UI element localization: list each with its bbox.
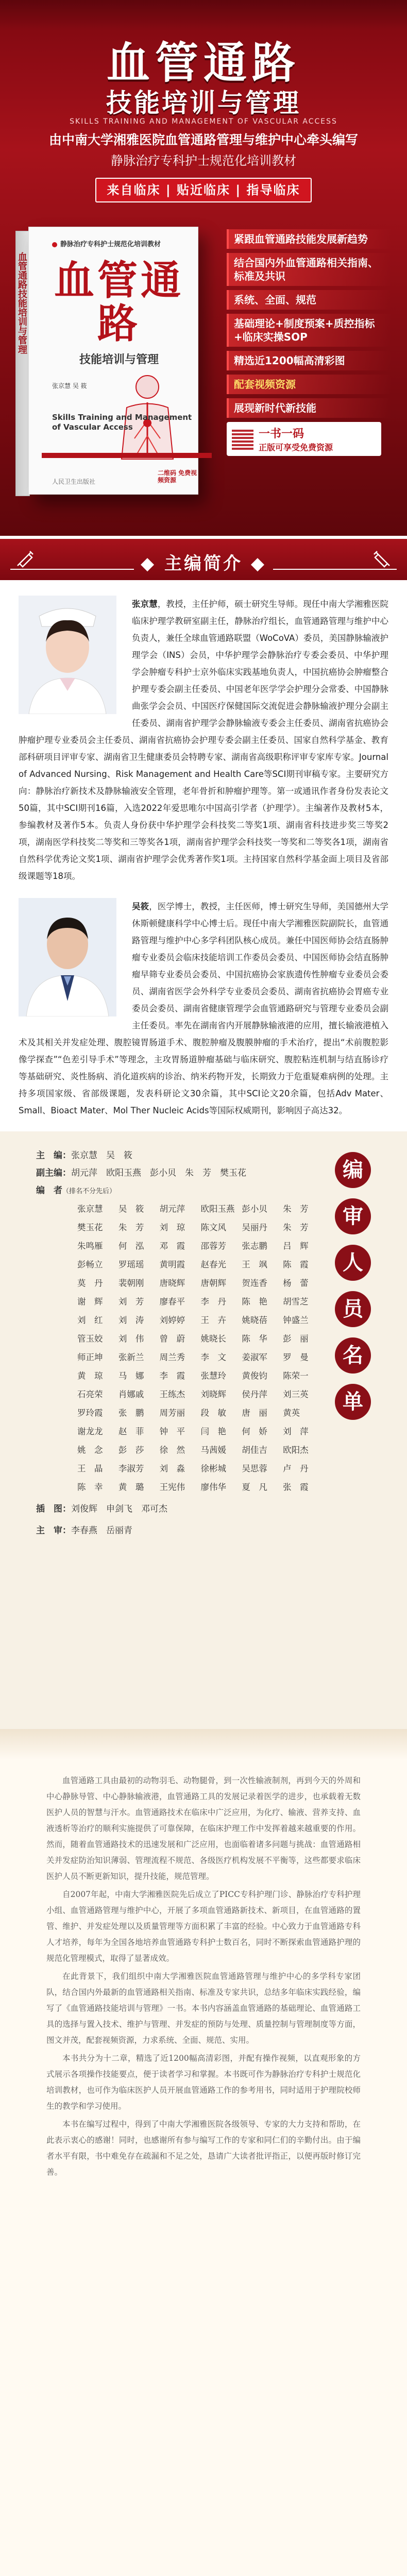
- editor-name: 姜淑军: [242, 1352, 267, 1362]
- editor-name: 马 娜: [118, 1371, 144, 1381]
- author-bio-text: ，教授，主任护师，硕士研究生导师。现任中南大学湘雅医院临床护理学教研室副主任，静脉治疗组长，血管通路管理与维护中心负责人，兼任全球血管通路联盟（WoCoVA）委员，美国静脉输液护理学会（INS）会员，中华护理学会静脉治疗专委会委员、中华护理学会肿瘤专科护士京外临床实践基地负责人，中国抗癌协会肿瘤整合护理专委会副主任委员、中国老年医学学会护理分会常委、中国静脉曲张学会会员、中国医疗保健国际交流促进会静脉输液护理分会副主任委员、湖南省护理学会静脉输液专委会主任委员、湖南省抗癌协会肿瘤护理专业委员会主任委员、湖南省抗癌协会护理专委会副主任委员、国家自然科学基金、教育部科研项目评审专家、湖南省卫生健康委员会特聘专家、湖南省高级职称评审专家库专家。Journal of Advanced Nursing、Risk Management and Health Care等SCI期刊审稿专家。主要研究方向：静脉治疗新技术及静脉输液安全管理，老年骨折和肿瘤护理等。第一或通讯作者身份发表论文50篇，其中SCI期刊16篇，入选2022年爱思唯尔中国高引学者（护理学）。主编著作及教材5本，参编教材及著作5本。负责人身份获中华护理学会科技奖二等奖1项、湖南省科技进步奖三等奖2项，湖南医学科技奖二等奖和三等奖各1项，湖南省护理学会科技奖一等奖和二等奖各1项，湖南省自然科学优秀论文奖1项、湖南省护理学会优秀著作奖1项。主持国家自然科学基金面上项目及省部级课题等18项。: [19, 599, 389, 881]
- vertical-title-char: 单: [335, 1384, 371, 1420]
- foreword-paragraph: 本书在编写过程中，得到了中南大学湘雅医院各级领导、专家的大力支持和帮助，在此表示衷心的感谢！同时，也感谢所有参与编写工作的专家和同仁们的辛勤付出。由于编者水平有限，书中难免存在疏漏和不足之处，恳请广大读者批评指正，以便再版时修订完善。: [46, 2120, 361, 2177]
- editor-name: 刘 萍: [283, 1427, 309, 1436]
- book-english-title: Skills Training and Management of Vascular Access: [52, 413, 192, 432]
- members-note: （排名不分先后）: [62, 1188, 116, 1195]
- editor-name: 彭小贝: [242, 1204, 267, 1214]
- editor-name: 陈 艳: [242, 1297, 267, 1307]
- editor-name: 吴思蓉: [242, 1464, 267, 1473]
- editor-name: 唐晓辉: [159, 1278, 185, 1288]
- editor-name: 黄俊钧: [242, 1371, 267, 1381]
- foreword-paragraph: 血管通路工具由最初的动物羽毛、动物腿骨，到一次性输液制剂，再到今天的外周和中心静脉导管、中心静脉输液港，血管通路工具的发展记录着医学的进步，也承载着无数医护人员的智慧与汗水。血管通路技术在临床中广泛应用，为化疗、输液、营养支持、血液透析等治疗的顺利实施提供了可靠保障，在临床护理工作中发挥着越来越重要的作用。然而，随着血管通路技术的迅速发展和广泛应用，也面临着诸多问题与挑战：血管通路相关并发症防治知识薄弱、管理流程不规范、各级医疗机构发展不平衡等，这些都要求临床医护人员不断更新知识，提升技能，规范管理。: [46, 1776, 361, 1881]
- book-qr-badge: 二维码 免费视频资源: [158, 469, 197, 484]
- editor-name: 赵 菲: [118, 1427, 144, 1436]
- editor-name: 李 霞: [159, 1371, 185, 1381]
- qr-code-icon: [232, 428, 253, 450]
- book-cover-image: [15, 227, 211, 515]
- editor-name: 黄明霞: [159, 1260, 185, 1269]
- feature-list: [227, 229, 392, 456]
- foreword-section: [0, 1729, 407, 2576]
- editor-name: 胡雪芝: [283, 1297, 309, 1307]
- book-series-text: 静脉治疗专科护士规范化培训教材: [60, 241, 161, 248]
- editor-name: 石亮荣: [77, 1389, 103, 1399]
- editor-name: 刘三英: [283, 1389, 309, 1399]
- editor-name: 陈荣一: [283, 1371, 309, 1381]
- editor-name: 周芳丽: [159, 1408, 185, 1418]
- feature-item: 展现新时代新技能: [227, 398, 392, 418]
- book-spine-text: 血管通路技能培训与管理: [16, 252, 27, 354]
- hero-tags-bar: 来自临床 | 贴近临床 | 指导临床: [95, 178, 312, 202]
- editor-name: 邓 霞: [159, 1241, 185, 1251]
- feature-item: 基础理论+制度预案+质控指标+临床实操SOP: [227, 314, 392, 347]
- editor-name: 师正坤: [77, 1352, 103, 1362]
- editor-name: 周兰秀: [159, 1352, 185, 1362]
- hero-top-decoration: [0, 0, 407, 31]
- feature-item: 配套视频资源: [227, 375, 392, 394]
- editor-name: 何 泓: [118, 1241, 144, 1251]
- editor-name: 黄 琼: [77, 1371, 103, 1381]
- vertical-title-char: 审: [335, 1198, 371, 1234]
- editor-name: 欧阳玉燕: [200, 1204, 235, 1214]
- foreword-decoration: [0, 1729, 407, 1760]
- editor-name: 曾 蔚: [159, 1334, 185, 1344]
- editor-name: 胡佳吉: [242, 1445, 267, 1455]
- editor-name: 闫 艳: [200, 1427, 226, 1436]
- book-stripe: [42, 453, 212, 458]
- editor-name: 张 鹏: [118, 1408, 144, 1418]
- editor-name: 管玉姣: [77, 1334, 103, 1344]
- editor-name: 朱 芳: [283, 1204, 309, 1214]
- editor-name: 马茜媛: [200, 1445, 226, 1455]
- editor-name: 刘 芳: [118, 1297, 144, 1307]
- chief-value: 张京慧 吴 筱: [71, 1150, 132, 1161]
- editor-name: 刘 琼: [159, 1223, 185, 1232]
- chief-editors: [36, 1147, 322, 1164]
- members-heading: [36, 1182, 322, 1200]
- feature-item: 结合国内外血管通路相关指南、标准及共识: [227, 253, 392, 286]
- book-spine: [15, 231, 30, 496]
- authors-section-title: ◆ 主编简介 ◆: [141, 553, 266, 574]
- editor-name: 李淑芳: [118, 1464, 144, 1473]
- editor-name: 罗瑶瑶: [118, 1260, 144, 1269]
- author-profile: [19, 596, 388, 885]
- editor-name: 张新兰: [118, 1352, 144, 1362]
- vertical-title-char: 编: [335, 1152, 371, 1188]
- editor-name: 李 丹: [200, 1297, 226, 1307]
- deputy-editors: [36, 1164, 322, 1182]
- reviewer-value: 李春燕 岳丽青: [71, 1526, 132, 1536]
- feature-item: 系统、全面、规范: [227, 290, 392, 310]
- editor-name: 陈 幸: [77, 1482, 103, 1492]
- foreword-body: [46, 1773, 361, 2182]
- editor-name: 胡元萍: [159, 1204, 185, 1214]
- hero-subtitle: 技能培训与管理: [106, 88, 301, 118]
- editor-name: 张京慧: [77, 1204, 103, 1214]
- editor-name: 肖娜戚: [118, 1389, 144, 1399]
- nurse-portrait-icon: [19, 596, 116, 714]
- editor-name: 廖伟华: [200, 1482, 226, 1492]
- editor-name: 徐彬城: [200, 1464, 226, 1473]
- editor-name: 姚晓长: [200, 1334, 226, 1344]
- doctor-portrait-icon: [19, 898, 116, 1016]
- editor-name: 张慧玲: [200, 1371, 226, 1381]
- author-name: 吴筱: [132, 902, 149, 911]
- editors-vertical-title: [335, 1152, 375, 1430]
- qr-line-2: 正版可享受免费资源: [259, 443, 333, 452]
- editor-name: 李 文: [200, 1352, 226, 1362]
- editor-name: 陈 华: [242, 1334, 267, 1344]
- editor-name: 刘婷婷: [159, 1315, 185, 1325]
- qr-code-banner: [227, 422, 381, 456]
- author-name: 张京慧: [132, 599, 158, 609]
- editor-name: 彭 丽: [283, 1334, 309, 1344]
- editor-name: 徐 然: [159, 1445, 185, 1455]
- editor-name: 谢 辉: [77, 1297, 103, 1307]
- editor-name: 廖春平: [159, 1297, 185, 1307]
- editor-name: 张 霞: [283, 1482, 309, 1492]
- author-photo-zhang: [19, 596, 116, 714]
- editor-name: 吴丽丹: [242, 1223, 267, 1232]
- editor-name: 唐 丽: [242, 1408, 267, 1418]
- editor-name: 刘 红: [77, 1315, 103, 1325]
- editor-name: 黄 璐: [118, 1482, 144, 1492]
- author-photo-wu: [19, 898, 116, 1016]
- chief-label: 主 编：: [36, 1150, 71, 1161]
- author-bio-text: ，医学博士，教授，主任医师，博士研究生导师，美国德州大学休斯顿健康科学中心博士后。现任中南大学湘雅医院副院长，血管通路管理与维护中心多学科团队核心成员。兼任中国医师协会结直肠肿瘤专业委员会临床技能培训工作委员会委员、中国医师协会结直肠肿瘤早筛专业委员会委员、中国抗癌协会家族遗传性肿瘤专业委员会委员、湖南省医学会外科学专业委员会委员、湖南省抗癌协会胃癌专业委员会委员、湖南省健康管理学会血管通路研究与管理专业委员会副主任委员。率先在湖南省内开展静脉输液港的应用，擅长输液港植入术及其相关并发症处理、腹腔镜胃肠道手术、腹腔肿瘤及腹膜肿瘤的手术治疗，提出“术前腹腔影像学探查”“色差引导手术”等理念，主攻胃肠道肿瘤基础与临床研究、腹腔粘连机制与结直肠诊疗等基础研究、炎性肠病、消化道疾病的诊治、纳米药物开发，长期致力于危重疑难病例的处理。主持多项国家级、省部级课题，发表科研论文30余篇，其中SCI论文20余篇，包括Adv Mater、Small、Bioact Mater、Mol Ther Nucleic Acids等国际权威期刊，影响因子高达32。: [19, 902, 389, 1115]
- editor-name: 谢龙龙: [77, 1427, 103, 1436]
- foreword-paragraph: 自2007年起，中南大学湘雅医院先后成立了PICC专科护理门诊、静脉治疗专科护理小组、血管通路管理与维护中心，开展了多项血管通路新技术、新项目，在血管通路的置管、维护、并发症处理以及质量管理等方面积累了丰富的经验。中心致力于血管通路专科人才培养，每年为全国各地培养血管通路专科护士数百名，同时不断探索血管通路护理的规范化管理模式，取得了显著成效。: [46, 1890, 361, 1963]
- editor-name: 唐朝辉: [200, 1278, 226, 1288]
- illustrator-value: 刘俊辉 申剑飞 邓可杰: [71, 1504, 167, 1514]
- editor-name: 朱鸣雁: [77, 1241, 103, 1251]
- editor-name: 黄英: [283, 1408, 300, 1418]
- hero-tagline-2: 静脉治疗专科护士规范化培训教材: [111, 154, 296, 168]
- editor-name: 刘 淼: [159, 1464, 185, 1473]
- editor-name: 刘晓辉: [200, 1389, 226, 1399]
- editor-name: 张志鹏: [242, 1241, 267, 1251]
- editor-name: 王 飒: [242, 1260, 267, 1269]
- editor-name: 赵春光: [200, 1260, 226, 1269]
- editor-name: 陈 霞: [283, 1260, 309, 1269]
- hero-banner: [0, 0, 407, 536]
- vertical-title-char: 名: [335, 1337, 371, 1374]
- editor-name: 姚 念: [77, 1445, 103, 1455]
- editors-list: [36, 1147, 322, 1539]
- editor-name: 邵蓉芳: [200, 1241, 226, 1251]
- editor-name: 彭 莎: [118, 1445, 144, 1455]
- deputy-label: 副主编：: [36, 1168, 71, 1178]
- editor-name: 莫 丹: [77, 1278, 103, 1288]
- feature-item: 紧跟血管通路技能发展新趋势: [227, 229, 392, 249]
- editor-name: 吴 筱: [118, 1204, 144, 1214]
- editor-name: 陈文风: [200, 1223, 226, 1232]
- vertical-title-char: 人: [335, 1245, 371, 1281]
- editor-name: 钟盛兰: [283, 1315, 309, 1325]
- editor-name: 贺连香: [242, 1278, 267, 1288]
- book-publisher: 人民卫生出版社: [52, 478, 96, 485]
- reviewers: [36, 1522, 322, 1539]
- syringe-icon: [372, 548, 393, 569]
- editor-name: 罗玲霞: [77, 1408, 103, 1418]
- editor-name: 刘 伟: [118, 1334, 144, 1344]
- editor-name: 侯丹萍: [242, 1389, 267, 1399]
- header-divider-right: [273, 569, 397, 570]
- editor-name: 朱 芳: [118, 1223, 144, 1232]
- editor-name: 樊玉花: [77, 1223, 103, 1232]
- editor-name: 朱 芳: [283, 1223, 309, 1232]
- feature-item: 精选近1200幅高清彩图: [227, 351, 392, 370]
- editor-name: 王 卉: [200, 1315, 226, 1325]
- foreword-paragraph: 在此背景下，我们组织中南大学湘雅医院血管通路管理与维护中心的多学科专家团队，结合国内外最新的血管通路相关指南、标准及专家共识，总结多年临床实践经验，编写了《血管通路技能培训与管理》一书。本书内容涵盖血管通路的基础理论、血管通路工具的选择与置入技术、维护与管理、并发症的预防与处理、质量控制与管理制度等方面，图文并茂，配套视频资源，力求系统、全面、规范、实用。: [46, 1972, 361, 2045]
- editor-name: 彭畅立: [77, 1260, 103, 1269]
- editor-name: 吕 辉: [283, 1241, 309, 1251]
- deputy-value: 胡元萍 欧阳玉燕 彭小贝 朱 芳 樊玉花: [71, 1168, 246, 1178]
- author-profile: [19, 898, 388, 1119]
- reviewer-label: 主 审：: [36, 1526, 71, 1536]
- authors-section-header: [0, 539, 407, 580]
- book-front-cover: [28, 227, 198, 495]
- hero-tagline-1: 由中南大学湘雅医院血管通路管理与维护中心牵头编写: [48, 132, 358, 147]
- editor-name: 何 娇: [242, 1427, 267, 1436]
- series-dot-icon: [52, 242, 57, 247]
- editor-name: 王宪伟: [159, 1482, 185, 1492]
- members-grid: [77, 1200, 322, 1496]
- foreword-paragraph: 本书共分为十二章，精选了近1200幅高清彩图，并配有操作视频，以直观形象的方式展示各项操作技能要点，便于读者学习和掌握。本书既可作为静脉治疗专科护士规范化培训教材，也可作为临床医护人员开展血管通路工作的参考用书，同时适用于护理院校师生的教学和学习使用。: [46, 2054, 361, 2111]
- book-title: 血管通路: [54, 258, 184, 347]
- editor-name: 裴朝刚: [118, 1278, 144, 1288]
- editor-name: 王 晶: [77, 1464, 103, 1473]
- editor-name: 夏 凡: [242, 1482, 267, 1492]
- editor-name: 欧阳杰: [283, 1445, 309, 1455]
- book-subtitle: 技能培训与管理: [79, 353, 159, 366]
- illustrators: [36, 1500, 322, 1518]
- authors-section: [0, 580, 407, 1131]
- editor-name: 刘 涛: [118, 1315, 144, 1325]
- illustrator-label: 插 图：: [36, 1504, 71, 1514]
- editor-name: 卢 丹: [283, 1464, 309, 1473]
- editor-name: 姚晓蓓: [242, 1315, 267, 1325]
- vertical-title-char: 员: [335, 1291, 371, 1327]
- editors-section: [0, 1131, 407, 1729]
- editor-name: 钟 平: [159, 1427, 185, 1436]
- qr-line-1: 一书一码: [259, 428, 304, 440]
- book-series: [52, 239, 161, 248]
- hero-title: 血管通路: [106, 38, 300, 88]
- book-authors: 张京慧 吴 筱: [52, 382, 87, 389]
- editor-name: 罗 曼: [283, 1352, 309, 1362]
- hero-english-title: SKILLS TRAINING AND MANAGEMENT OF VASCULAR ACCESS: [70, 117, 337, 126]
- editor-name: 王练杰: [159, 1389, 185, 1399]
- members-label: 编 者: [36, 1185, 62, 1196]
- editor-name: 杨 蕾: [283, 1278, 309, 1288]
- authors-heading-text: 主编简介: [164, 553, 243, 574]
- editor-name: 段 敏: [200, 1408, 226, 1418]
